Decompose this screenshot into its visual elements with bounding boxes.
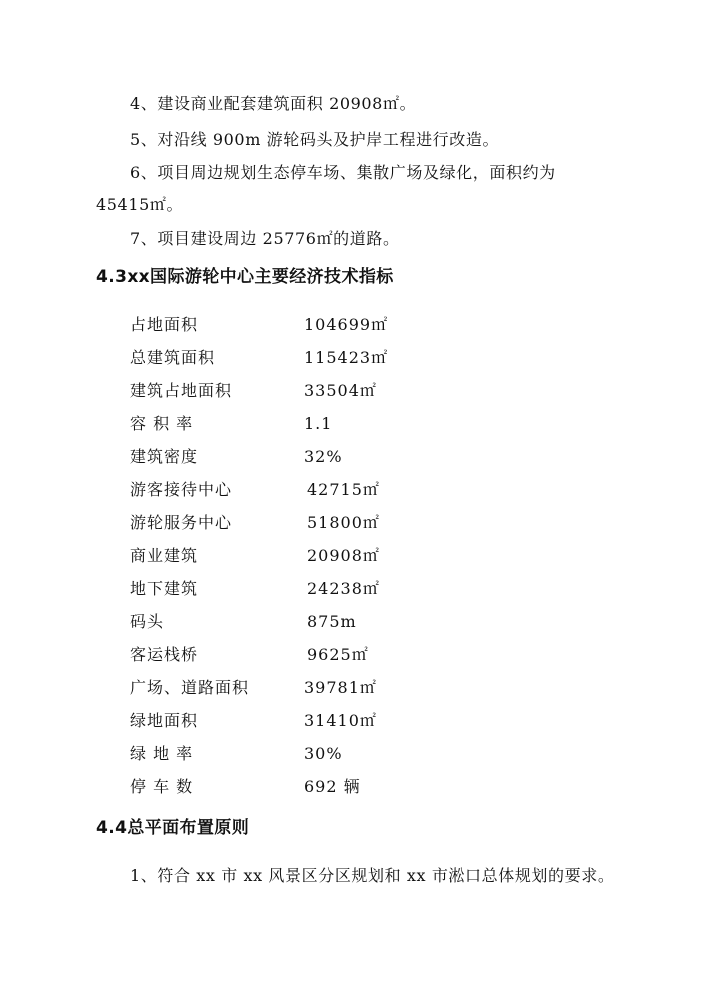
section-heading-4-3: 4.3xx国际游轮中心主要经济技术指标 <box>96 267 394 287</box>
indicator-value: 9625㎡ <box>307 645 369 664</box>
indicator-label: 停 车 数 <box>130 777 194 796</box>
indicator-label: 绿地面积 <box>130 711 199 730</box>
indicator-value: 20908㎡ <box>307 546 380 565</box>
indicator-row <box>130 380 550 402</box>
indicator-value: 875m <box>307 612 357 631</box>
indicator-label: 商业建筑 <box>130 546 199 565</box>
indicator-label: 码头 <box>130 612 165 631</box>
indicator-label: 游客接待中心 <box>130 480 233 499</box>
indicator-label: 广场、道路面积 <box>130 678 250 697</box>
indicator-row <box>130 677 550 699</box>
indicator-value: 30% <box>304 744 343 763</box>
indicator-label: 总建筑面积 <box>130 348 216 367</box>
indicator-value: 692 辆 <box>304 777 361 796</box>
indicator-row <box>130 644 550 666</box>
section-heading-4-4: 4.4总平面布置原则 <box>96 818 250 838</box>
indicator-row <box>130 743 550 765</box>
paragraph-item-5: 5、对沿线 900m 游轮码头及护岸工程进行改造。 <box>130 130 500 149</box>
indicator-row <box>130 479 550 501</box>
indicator-value: 31410㎡ <box>304 711 377 730</box>
indicator-label: 地下建筑 <box>130 579 199 598</box>
indicator-row <box>130 347 550 369</box>
paragraph-item-4: 4、建设商业配套建筑面积 20908㎡。 <box>130 94 417 113</box>
indicator-row <box>130 512 550 534</box>
paragraph-item-6-line-1: 6、项目周边规划生态停车场、集散广场及绿化，面积约为 <box>130 163 556 182</box>
indicator-label: 建筑密度 <box>130 447 199 466</box>
indicator-row <box>130 710 550 732</box>
indicator-value: 1.1 <box>304 414 333 433</box>
indicator-label: 占地面积 <box>130 315 199 334</box>
indicator-row <box>130 446 550 468</box>
indicator-label: 客运栈桥 <box>130 645 199 664</box>
indicator-row <box>130 545 550 567</box>
indicator-value: 24238㎡ <box>307 579 380 598</box>
indicator-value: 51800㎡ <box>307 513 380 532</box>
indicator-row <box>130 314 550 336</box>
indicator-label: 绿 地 率 <box>130 744 194 763</box>
indicator-row <box>130 611 550 633</box>
indicator-row <box>130 578 550 600</box>
indicator-label: 游轮服务中心 <box>130 513 233 532</box>
indicator-value: 42715㎡ <box>307 480 380 499</box>
indicator-value: 39781㎡ <box>304 678 377 697</box>
indicator-value: 32% <box>304 447 343 466</box>
indicator-value: 33504㎡ <box>304 381 377 400</box>
paragraph-item-6-line-2: 45415㎡。 <box>96 195 184 214</box>
indicator-value: 104699㎡ <box>304 315 389 334</box>
principle-item-1: 1、符合 xx 市 xx 风景区分区规划和 xx 市淞口总体规划的要求。 <box>130 866 615 885</box>
indicator-row <box>130 413 550 435</box>
paragraph-item-7: 7、项目建设周边 25776㎡的道路。 <box>130 229 400 248</box>
indicator-label: 建筑占地面积 <box>130 381 233 400</box>
indicator-value: 115423㎡ <box>304 348 389 367</box>
indicator-label: 容 积 率 <box>130 414 194 433</box>
indicator-row <box>130 776 550 798</box>
